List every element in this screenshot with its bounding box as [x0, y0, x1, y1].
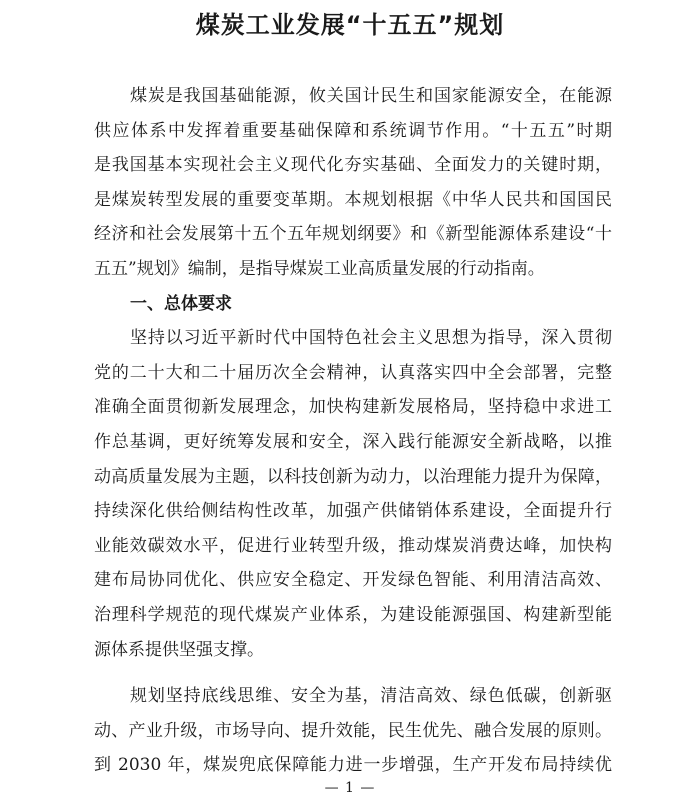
paragraph-line: 持续深化供给侧结构性改革，加强产供储销体系建设，全面提升行: [94, 501, 612, 522]
intro-line: 经济和社会发展第十五个五年规划纲要》和《新型能源体系建设“十: [94, 224, 612, 245]
intro-line: 供应体系中发挥着重要基础保障和系统调节作用。“十五五”时期: [94, 120, 612, 141]
paragraph-line: 建布局协同优化、供应安全稳定、开发绿色智能、利用清洁高效、: [94, 570, 612, 591]
paragraph-line: 治理科学规范的现代煤炭产业体系，为建设能源强国、构建新型能: [94, 604, 612, 625]
paragraph-line: 动高质量发展为主题，以科技创新为动力，以治理能力提升为保障，: [94, 466, 612, 487]
paragraph-line: 坚持以习近平新时代中国特色社会主义思想为指导，深入贯彻: [130, 328, 612, 349]
section-heading: 一、总体要求: [130, 293, 232, 314]
paragraph-line: 党的二十大和二十届历次全会精神，认真落实四中全会部署，完整: [94, 362, 612, 383]
paragraph-line: 业能效碳效水平，促进行业转型升级，推动煤炭消费达峰，加快构: [94, 535, 612, 556]
paragraph-line: 规划坚持底线思维、安全为基，清洁高效、绿色低碳，创新驱: [130, 686, 612, 707]
paragraph-line: 准确全面贯彻新发展理念，加快构建新发展格局，坚持稳中求进工: [94, 397, 612, 418]
document-body: [94, 79, 612, 783]
paragraph-gap: [94, 667, 612, 679]
paragraph-line: 到 2030 年，煤炭兜底保障能力进一步增强，生产开发布局持续优: [94, 755, 612, 776]
intro-line: 是煤炭转型发展的重要变革期。本规划根据《中华人民共和国国民: [94, 189, 612, 210]
paragraph-line: 动、产业升级，市场导向、提升效能，民生优先、融合发展的原则。: [94, 720, 612, 741]
intro-line: 煤炭是我国基础能源，攸关国计民生和国家能源安全，在能源: [130, 86, 612, 106]
paragraph-line: 作总基调，更好统筹发展和安全，深入践行能源安全新战略，以推: [94, 431, 612, 452]
paragraph-line: 源体系提供坚强支撑。: [94, 639, 264, 660]
section1-paragraph-2: [94, 679, 612, 783]
page-number: — 1 —: [324, 780, 376, 796]
section1-paragraph-1: [94, 321, 612, 667]
intro-paragraph: [94, 79, 612, 287]
document-title: 煤炭工业发展“十五五”规划: [195, 11, 505, 39]
intro-line: 五五”规划》编制，是指导煤炭工业高质量发展的行动指南。: [94, 258, 545, 279]
intro-line: 是我国基本实现社会主义现代化夯实基础、全面发力的关键时期，: [94, 155, 612, 176]
